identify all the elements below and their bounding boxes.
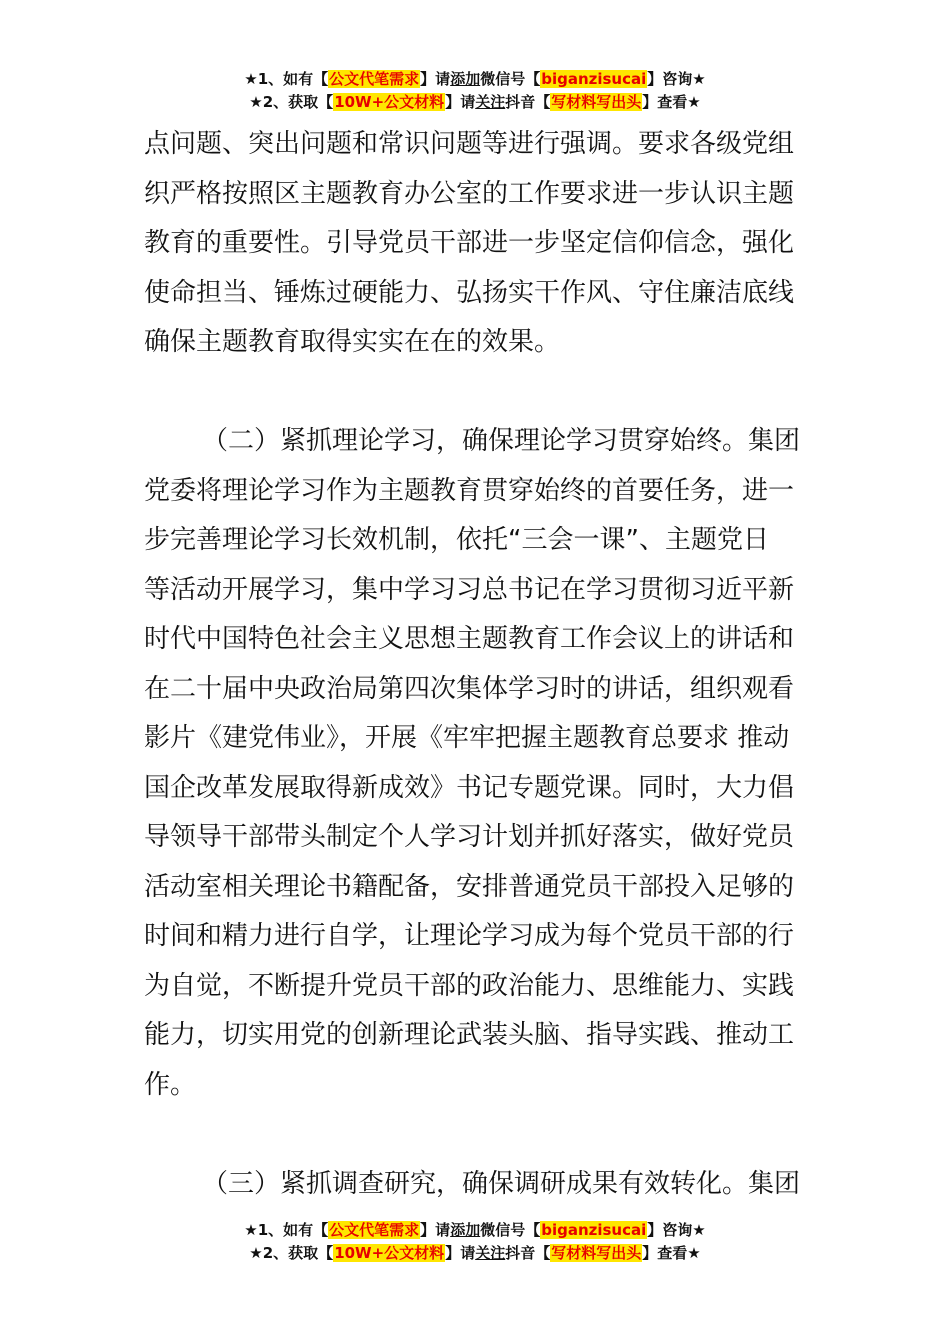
banner-text: 】请: [420, 70, 451, 88]
text-line: 导领导干部带头制定个人学习计划并抓好落实，做好党员: [144, 822, 795, 852]
banner-highlight-douyin-id: 写材料写出头: [551, 1244, 642, 1262]
banner-text: ★2、获取【: [249, 1244, 334, 1262]
banner-line-2: [0, 1242, 950, 1265]
banner-text: 抖音【: [505, 93, 551, 111]
banner-text: 】查看★: [642, 1244, 701, 1262]
banner-text: ★1、如有【: [244, 70, 329, 88]
banner-line-2: [0, 91, 950, 114]
text-line: 确保主题教育取得实实在在的效果。: [144, 327, 561, 357]
paragraph-spacer: [144, 368, 812, 418]
text-line: 在二十届中央政治局第四次集体学习时的讲话，组织观看: [144, 673, 795, 704]
banner-highlight-wechat-id: biganzisucai: [541, 1221, 647, 1239]
text-line: 活动室相关理论书籍配备，安排普通党员干部投入足够的: [144, 871, 795, 902]
banner-text: 抖音【: [505, 1244, 551, 1262]
banner-line-1: [0, 1219, 950, 1242]
text-line: 使命担当、锤炼过硬能力、弘扬实干作风、守住廉洁底线: [144, 277, 795, 308]
text-line: 等活动开展学习，集中学习习总书记在学习贯彻习近平新: [144, 574, 795, 605]
header-banner: [0, 68, 950, 114]
text-line: 步完善理论学习长效机制，依托“三会一课”、主题党日: [144, 525, 769, 555]
banner-highlight: 10W+公文材料: [334, 1244, 445, 1262]
text-line-indented: （三）紧抓调查研究，确保调研成果有效转化。集团: [202, 1168, 801, 1199]
banner-text: 】查看★: [642, 93, 701, 111]
banner-text: 】咨询★: [647, 1221, 706, 1239]
banner-text: 】咨询★: [647, 70, 706, 88]
banner-text: 微信号【: [480, 70, 541, 88]
banner-highlight-douyin-id: 写材料写出头: [551, 93, 642, 111]
banner-underlined-text: 添加: [450, 1221, 481, 1239]
paragraph-3: [144, 1160, 812, 1210]
banner-text: 微信号【: [480, 1221, 541, 1239]
text-line: 教育的重要性。引导党员干部进一步坚定信仰信念，强化: [144, 228, 795, 258]
banner-text: 】请: [420, 1221, 451, 1239]
paragraph-spacer: [144, 1110, 812, 1160]
text-line: 国企改革发展取得新成效》书记专题党课。同时，大力倡: [144, 772, 795, 803]
banner-line-1: [0, 68, 950, 91]
text-line-indented: （二）紧抓理论学习，确保理论学习贯穿始终。集团: [202, 426, 801, 456]
banner-highlight: 公文代笔需求: [329, 1221, 420, 1239]
banner-underlined-text: 关注: [475, 1244, 506, 1262]
banner-text: ★2、获取【: [249, 93, 334, 111]
banner-highlight: 10W+公文材料: [334, 93, 445, 111]
banner-text: 】请: [445, 1244, 476, 1262]
text-line: 影片《建党伟业》，开展《牢牢把握主题教育总要求 推动: [144, 723, 790, 753]
text-line: 时代中国特色社会主义思想主题教育工作会议上的讲话和: [144, 624, 795, 654]
banner-highlight-wechat-id: biganzisucai: [541, 70, 647, 88]
text-line: 能力，切实用党的创新理论武装头脑、指导实践、推动工: [144, 1020, 795, 1050]
banner-text: ★1、如有【: [244, 1221, 329, 1239]
paragraph-2: [144, 417, 812, 1110]
document-body: [144, 120, 812, 1209]
text-line: 作。: [144, 1069, 197, 1100]
text-line: 时间和精力进行自学，让理论学习成为每个党员干部的行: [144, 921, 795, 951]
banner-underlined-text: 关注: [475, 93, 506, 111]
paragraph-1: [144, 120, 812, 368]
text-line: 织严格按照区主题教育办公室的工作要求进一步认识主题: [144, 178, 795, 209]
text-line: 党委将理论学习作为主题教育贯穿始终的首要任务，进一: [144, 475, 795, 506]
banner-underlined-text: 添加: [450, 70, 481, 88]
footer-banner: [0, 1219, 950, 1265]
banner-text: 】请: [445, 93, 476, 111]
text-line: 为自觉，不断提升党员干部的政治能力、思维能力、实践: [144, 970, 795, 1001]
banner-highlight: 公文代笔需求: [329, 70, 420, 88]
text-line: 点问题、突出问题和常识问题等进行强调。要求各级党组: [144, 129, 795, 159]
